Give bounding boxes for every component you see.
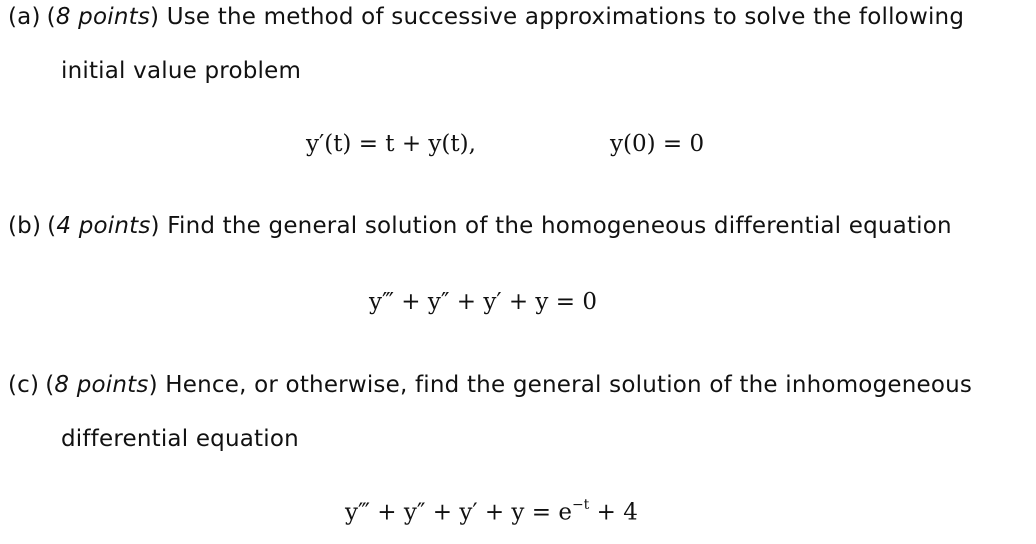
problem-c-points: 8 points [54, 372, 149, 398]
problem-b-label: (b) [8, 213, 42, 239]
problem-a-points-open: ( [46, 4, 56, 30]
problem-b-points: 4 points [56, 213, 151, 239]
problem-c-text-1: Hence, or otherwise, find the general solution of the inhomogeneous [165, 372, 973, 398]
problem-a-equation-right [610, 131, 704, 157]
problem-a-text-1: Use the method of successive approximations to solve the following [166, 4, 965, 30]
problem-c-points-close: ) [148, 372, 158, 398]
problem-b-equation [369, 289, 597, 315]
problem-a-text-2: initial value problem [61, 58, 302, 84]
problem-b-line-1 [8, 213, 952, 239]
problem-a-equation-left [306, 131, 476, 157]
problem-a-line-1 [8, 4, 964, 30]
inhomogeneous-equation-main: y‴ + y″ + y′ + y = e [345, 499, 572, 526]
problem-a-line-2 [61, 58, 301, 84]
problem-b-points-close: ) [150, 213, 160, 239]
problem-a-points: 8 points [55, 4, 151, 30]
inhomogeneous-equation-exponent: −t [571, 497, 590, 513]
initial-condition: y(0) = 0 [610, 131, 705, 157]
problem-c-equation [345, 499, 638, 526]
inhomogeneous-equation-tail: + 4 [589, 499, 638, 526]
ode-equation: y′(t) = t + y(t), [306, 131, 476, 157]
homogeneous-equation: y‴ + y″ + y′ + y = 0 [369, 289, 597, 315]
problem-c-label: (c) [8, 372, 40, 398]
problem-c-line-1 [8, 372, 972, 398]
problem-c-text-2: differential equation [61, 426, 299, 452]
problem-b-points-open: ( [47, 213, 57, 239]
problem-a-points-close: ) [150, 4, 160, 30]
problem-a-label: (a) [8, 4, 41, 30]
problem-b-text-1: Find the general solution of the homogeneous differential equation [167, 213, 952, 239]
problem-c-line-2 [61, 426, 299, 452]
problem-c-points-open: ( [45, 372, 55, 398]
